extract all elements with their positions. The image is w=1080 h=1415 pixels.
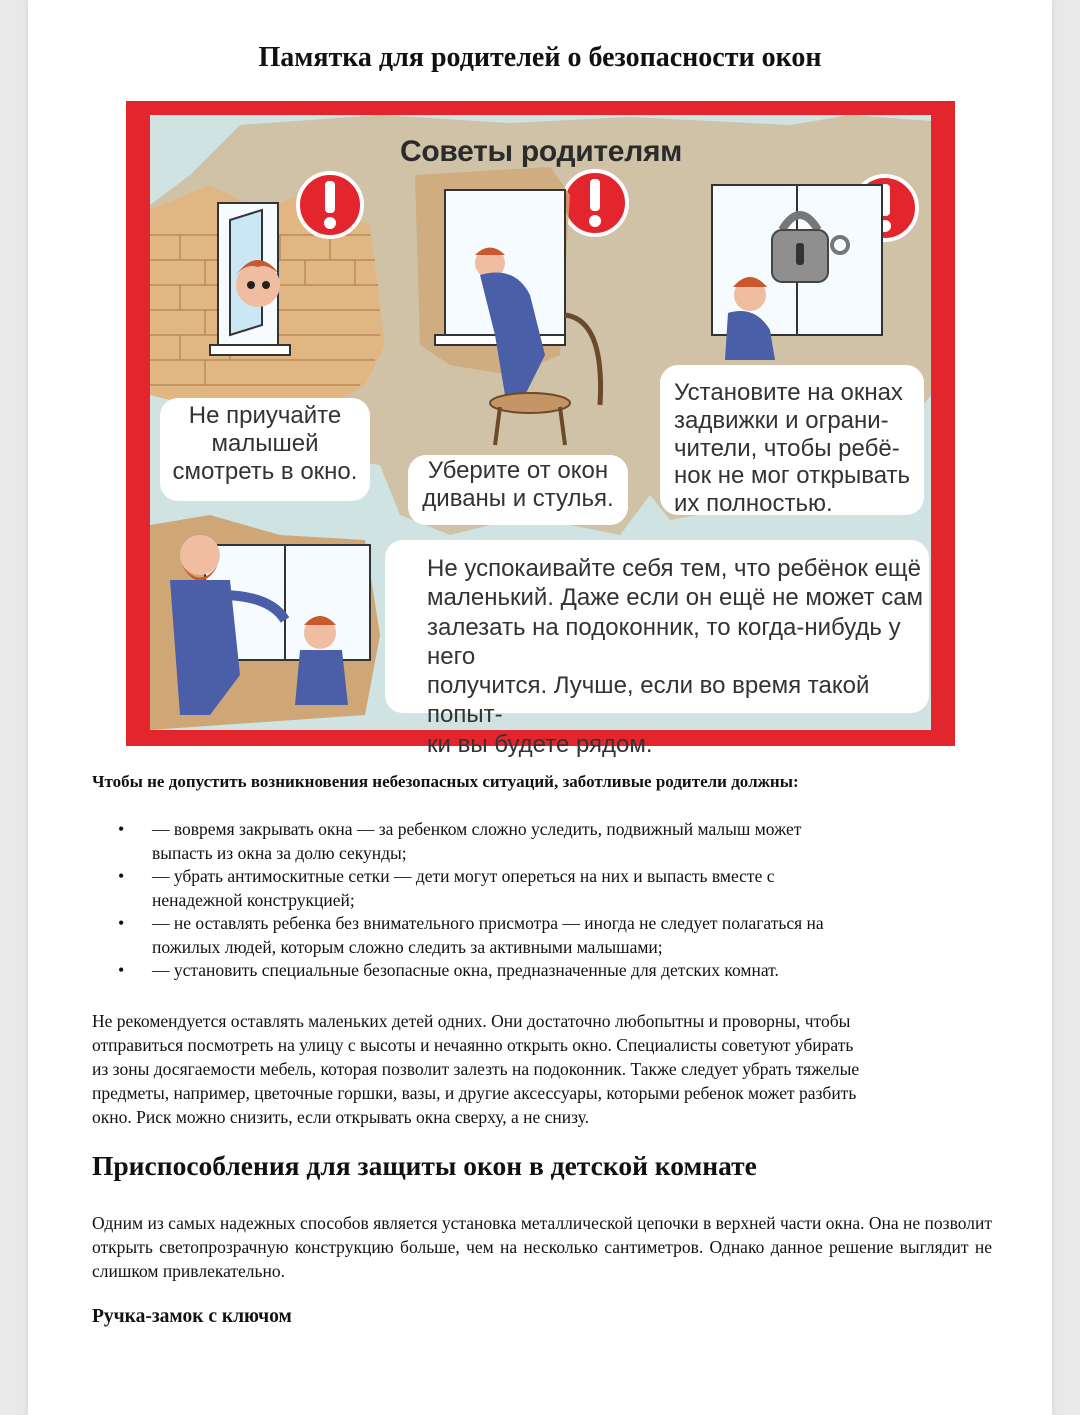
tip-bubble	[385, 540, 929, 758]
paragraph-line: окно. Риск можно снизить, если открывать окна сверху, а не снизу.	[92, 1107, 590, 1127]
tip-line: Не приучайте	[188, 402, 342, 429]
tip-line: смотреть в окно.	[172, 457, 358, 485]
tip-line: залезать на подоконник, то когда-нибудь у него	[427, 613, 901, 670]
warning-exclamation-icon	[563, 171, 627, 235]
list-item-line: ненадежной конструкцией;	[152, 889, 355, 910]
tip-bubble	[660, 365, 924, 518]
tip-line: Установите на окнах	[674, 379, 903, 406]
paragraph-line: отправиться посмотреть на улицу с высоты и нечаянно открыть окно. Специалисты советуют убирать	[92, 1035, 854, 1055]
list-item-line: • — убрать антимоскитные сетки — дети могут опереться на них и выпасть вместе с	[152, 866, 775, 886]
tip-bubble	[160, 398, 370, 501]
tip-line: задвижки и ограни-	[674, 406, 889, 434]
subsection-heading: Ручка-замок с ключом	[92, 1306, 292, 1327]
poster-heading: Советы родителям	[400, 135, 683, 168]
paragraph-line: из зоны досягаемости мебель, которая позволит залезть на подоконник. Также следует убрать тяжелые	[92, 1059, 860, 1079]
tip-line: получится. Лучше, если во время такой попыт-	[427, 672, 870, 729]
chair	[490, 393, 570, 413]
tip-line: Не успокаивайте себя тем, что ребёнок ещё	[427, 555, 922, 582]
tip-line: их полностью.	[674, 490, 833, 518]
tip-line: нок не мог открывать	[674, 462, 911, 490]
tip-bubble	[408, 455, 628, 525]
intro-text: Чтобы не допустить возникновения небезопасных ситуаций, заботливые родители должны:	[92, 772, 799, 791]
adult-face	[180, 535, 220, 575]
list-item-line: • — вовремя закрывать окна — за ребенком сложно уследить, подвижный малыш может	[152, 819, 802, 839]
section-heading: Приспособления для защиты окон в детской комнате	[92, 1150, 757, 1181]
paragraph-line: предметы, например, цветочные горшки, вазы, и другие аксессуары, которыми ребенок может разбить	[92, 1083, 857, 1103]
list-item-line: выпасть из окна за долю секунды;	[152, 842, 407, 863]
tip-line: малышей	[211, 429, 319, 457]
warning-exclamation-icon	[298, 173, 362, 237]
list-item-line: • — не оставлять ребенка без внимательного присмотра — иногда не следует полагаться на	[152, 913, 824, 933]
child-face-1	[236, 263, 280, 307]
list-item	[92, 818, 992, 865]
tip-line: Уберите от окон	[427, 457, 609, 484]
paragraph	[92, 1009, 992, 1129]
bullet-list	[92, 818, 992, 983]
tip-line: диваны и стулья.	[422, 484, 614, 512]
list-item	[92, 865, 992, 912]
safety-poster	[126, 101, 955, 758]
list-item	[92, 912, 992, 959]
document-page	[28, 0, 1052, 1415]
section-paragraph: Одним из самых надежных способов является установка металлической цепочки в верхней части окна. Она не позволит открыть светопрозрачную конструкцию больше, чем на несколько сантиметров. Однако данное решение выглядит не слишком привлекательно.	[92, 1213, 992, 1281]
page-title: Памятка для родителей о безопасности окон	[258, 42, 822, 73]
tip-line: ки вы будете рядом.	[427, 730, 653, 758]
list-item-line: пожилых людей, которым сложно следить за активными малышами;	[152, 936, 663, 957]
poster-canvas	[150, 115, 931, 758]
window-1-sill	[210, 345, 290, 355]
tip-line: маленький. Даже если он ещё не может сам	[427, 584, 924, 612]
list-item-line: • — установить специальные безопасные окна, предназначенные для детских комнат.	[152, 960, 779, 980]
list-item	[92, 959, 992, 983]
tip-line: чители, чтобы ребё-	[674, 434, 900, 462]
paragraph-line: Не рекомендуется оставлять маленьких детей одних. Они достаточно любопытны и проворны, чтобы	[92, 1011, 851, 1031]
